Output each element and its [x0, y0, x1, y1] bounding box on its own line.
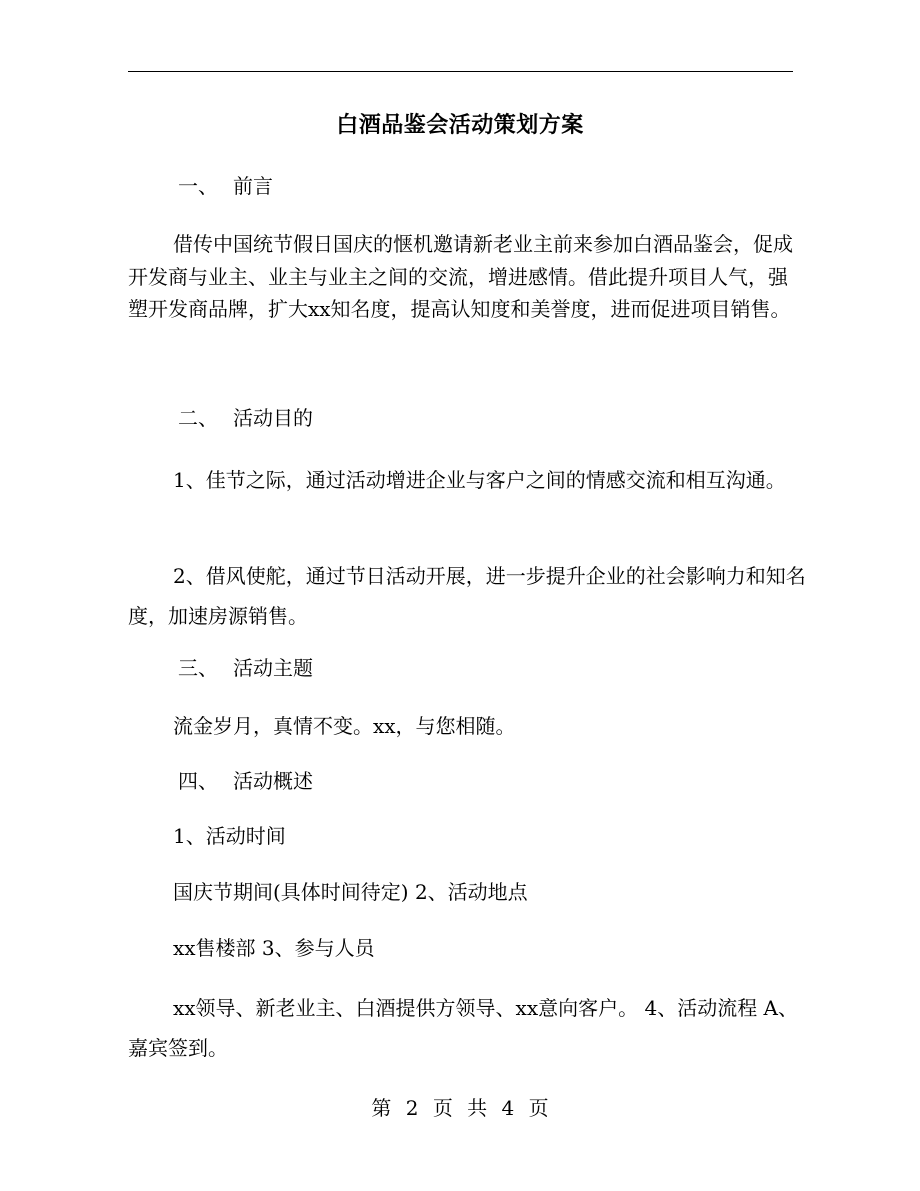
overview-line-4: xx领导、新老业主、白酒提供方领导、xx意向客户。 4、活动流程 A、嘉宾签到。 [128, 996, 798, 1060]
theme-text: 流金岁月，真情不变。xx，与您相随。 [173, 714, 516, 738]
section-heading-preface [128, 170, 858, 202]
section-number: 三、 [178, 656, 218, 680]
overview-line-3: xx售楼部 3、参与人员 [173, 936, 375, 960]
overview-line-2: 国庆节期间(具体时间待定) 2、活动地点 [173, 880, 528, 904]
section-title: 活动目的 [233, 406, 313, 430]
page-number-footer: 第 2 页 共 4 页 [371, 1096, 549, 1120]
section-title: 活动概述 [233, 769, 313, 793]
section-number: 二、 [178, 406, 218, 430]
document-title: 白酒品鉴会活动策划方案 [336, 112, 584, 138]
section-number: 一、 [178, 174, 218, 198]
preface-paragraph: 借传中国统节假日国庆的惬机邀请新老业主前来参加白酒品鉴会，促成开发商与业主、业主与业主之间的交流，增进感情。借此提升项目人气，强塑开发商品牌，扩大xx知名度，提高认知度和美誉度，进而促进项目销售。 [128, 232, 793, 321]
section-heading-purpose [128, 402, 858, 434]
section-title: 活动主题 [233, 656, 313, 680]
header-rule [128, 71, 793, 72]
section-heading-theme [128, 652, 858, 684]
purpose-item-2: 2、借风使舵，通过节日活动开展，进一步提升企业的社会影响力和知名度，加速房源销售。 [128, 564, 806, 628]
section-heading-overview [128, 765, 858, 797]
purpose-item-1: 1、佳节之际，通过活动增进企业与客户之间的情感交流和相互沟通。 [173, 468, 786, 492]
section-title: 前言 [233, 174, 273, 198]
overview-line-1: 1、活动时间 [173, 824, 286, 848]
section-number: 四、 [178, 769, 218, 793]
